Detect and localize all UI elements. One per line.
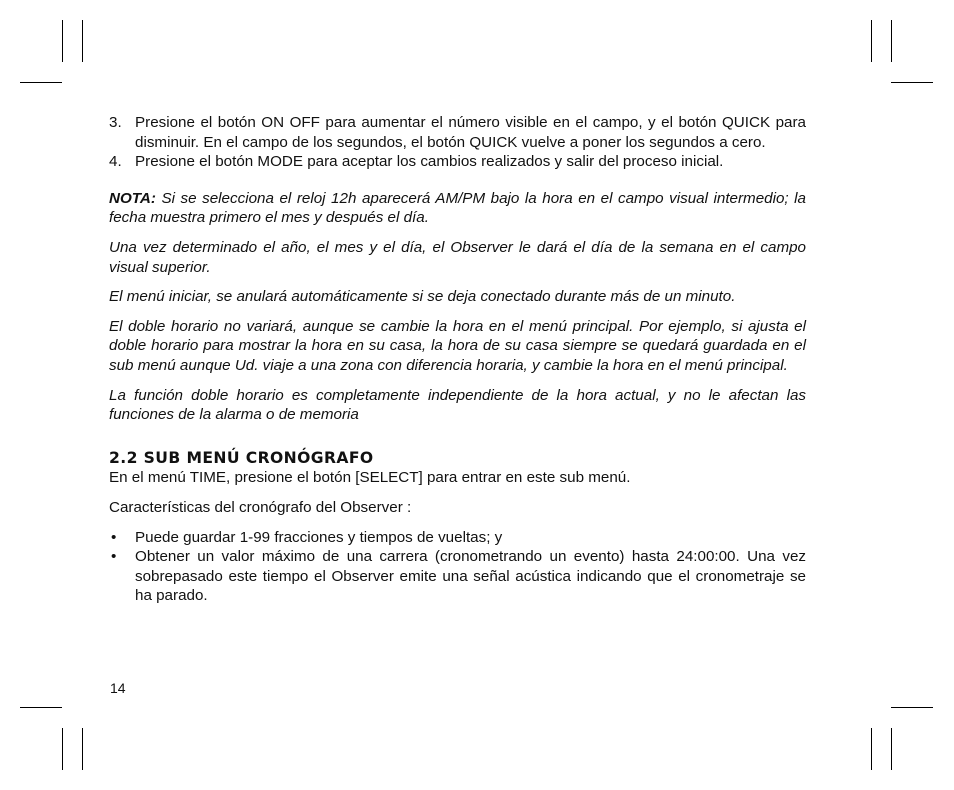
bullet-text: Puede guardar 1-99 fracciones y tiempos de vueltas; y — [135, 528, 503, 546]
crop-mark — [62, 20, 63, 62]
crop-mark — [82, 728, 83, 770]
note-label: NOTA: — [109, 189, 156, 207]
crop-mark — [891, 82, 933, 83]
list-number: 4. — [109, 153, 122, 171]
features-label: Características del cronógrafo del Observer : — [109, 498, 412, 516]
list-item — [109, 152, 806, 172]
bullet-icon: • — [111, 548, 117, 566]
bullet-icon: • — [111, 528, 117, 546]
section-heading: 2.2 SUB MENÚ CRONÓGRAFO — [109, 448, 374, 467]
list-number: 3. — [109, 114, 122, 131]
page-number: 14 — [110, 680, 126, 696]
note-paragraph — [109, 189, 806, 228]
page-content — [109, 113, 806, 606]
paragraph: El menú iniciar, se anulará automáticamente si se deja conectado durante más de un minuto. — [109, 288, 736, 306]
crop-mark — [20, 82, 62, 83]
crop-mark — [62, 728, 63, 770]
note-text: Si se selecciona el reloj 12h aparecerá AM/PM bajo la hora en el campo visual intermedio; la fecha muestra primero el mes y después el día. — [109, 189, 806, 227]
crop-mark — [871, 20, 872, 62]
paragraph: Una vez determinado el año, el mes y el día, el Observer le dará el día de la semana en el campo visual superior. — [109, 238, 806, 276]
crop-mark — [891, 20, 892, 62]
bullet-item — [109, 528, 806, 548]
list-item-text: Presione el botón MODE para aceptar los cambios realizados y salir del proceso inicial. — [135, 153, 724, 171]
paragraph: La función doble horario es completamente independiente de la hora actual, y no le afectan las funciones de la alarma o de memoria — [109, 386, 806, 424]
crop-mark — [82, 20, 83, 62]
bullet-item — [109, 547, 806, 606]
crop-mark — [891, 707, 933, 708]
crop-mark — [891, 728, 892, 770]
list-item — [109, 113, 806, 152]
section-intro: En el menú TIME, presione el botón [SELECT] para entrar en este sub menú. — [109, 469, 631, 487]
crop-mark — [20, 707, 62, 708]
paragraph: El doble horario no variará, aunque se cambie la hora en el menú principal. Por ejemplo, si ajusta el doble horario para mostrar la hora en su casa, la hora de su casa siempre se quedará guardada en el sub menú aunque Ud. viaje a una zona con diferencia horaria, y cambie la hora en el menú principal. — [109, 317, 806, 374]
bullet-text: Obtener un valor máximo de una carrera (cronometrando un evento) hasta 24:00:00. Una vez sobrepasado este tiempo el Observer emite una señal acústica indicando que el cronometraje se ha parado. — [135, 548, 806, 605]
list-item-text: Presione el botón ON OFF para aumentar el número visible en el campo, y el botón QUICK para disminuir. En el campo de los segundos, el botón QUICK vuelve a poner los segundos a cero. — [135, 114, 806, 151]
crop-mark — [871, 728, 872, 770]
